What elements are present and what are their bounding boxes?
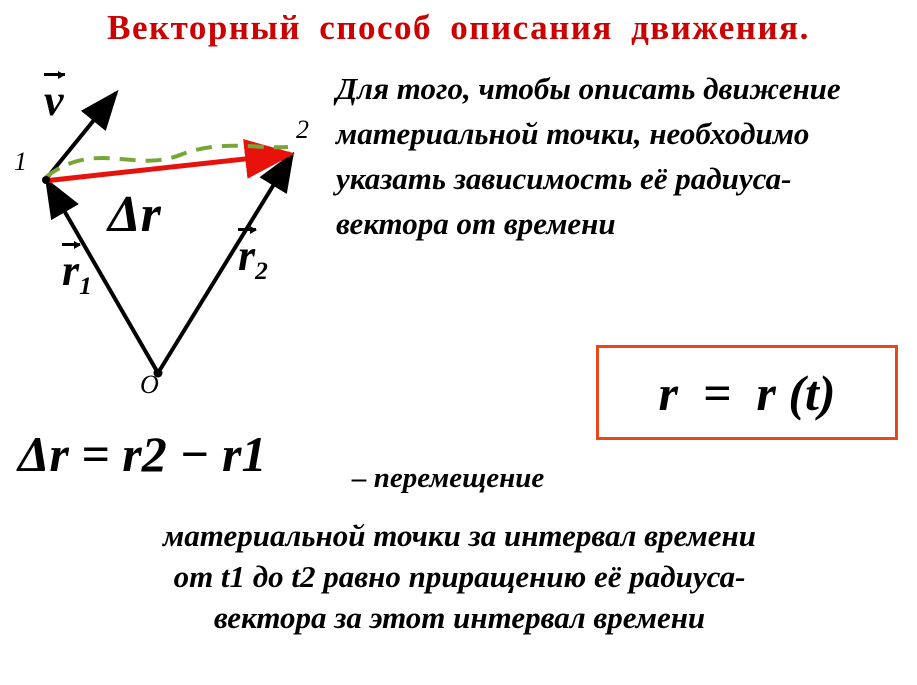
label-radius1-text: r xyxy=(62,246,80,295)
label-velocity-vector xyxy=(44,75,64,126)
label-radius1-vector xyxy=(62,245,92,301)
trajectory-curve xyxy=(46,146,288,177)
page-title: Векторный способ описания движения. xyxy=(107,8,810,47)
label-origin: O xyxy=(140,370,159,399)
vector-r2-arrow xyxy=(158,155,292,373)
conclusion-line-2: от t1 до t2 равно приращению её радиуса- xyxy=(173,559,746,594)
label-radius1-sub: 1 xyxy=(79,270,92,300)
label-point-1: 1 xyxy=(14,147,27,176)
label-radius2-text: r xyxy=(238,231,256,280)
label-radius2-sub: 2 xyxy=(255,255,268,285)
label-point-2: 2 xyxy=(296,115,309,144)
vector-diagram xyxy=(0,55,340,435)
displacement-note: – перемещение xyxy=(352,462,545,494)
conclusion-line-3: вектора за этот интервал времени xyxy=(213,600,706,635)
point-1-dot xyxy=(42,176,50,184)
conclusion-line-1: материальной точки за интервал времени xyxy=(163,518,756,553)
description-paragraph xyxy=(336,66,904,246)
label-displacement-text: Δr xyxy=(108,186,161,243)
label-radius2-vector xyxy=(238,230,268,286)
formula-box xyxy=(596,345,898,440)
conclusion-text xyxy=(12,515,907,638)
label-velocity-text: v xyxy=(44,76,64,125)
formula-text: r = r (t) xyxy=(658,364,836,421)
label-displacement-vector xyxy=(108,185,161,244)
description-line: Для того, чтобы описать движение материальной точки, необходимо указать зависимость её радиуса-вектора от времени xyxy=(336,71,841,241)
vector-delta-r-arrow xyxy=(44,154,290,181)
delta-equation: Δr = r2 − r1 xyxy=(18,426,267,482)
